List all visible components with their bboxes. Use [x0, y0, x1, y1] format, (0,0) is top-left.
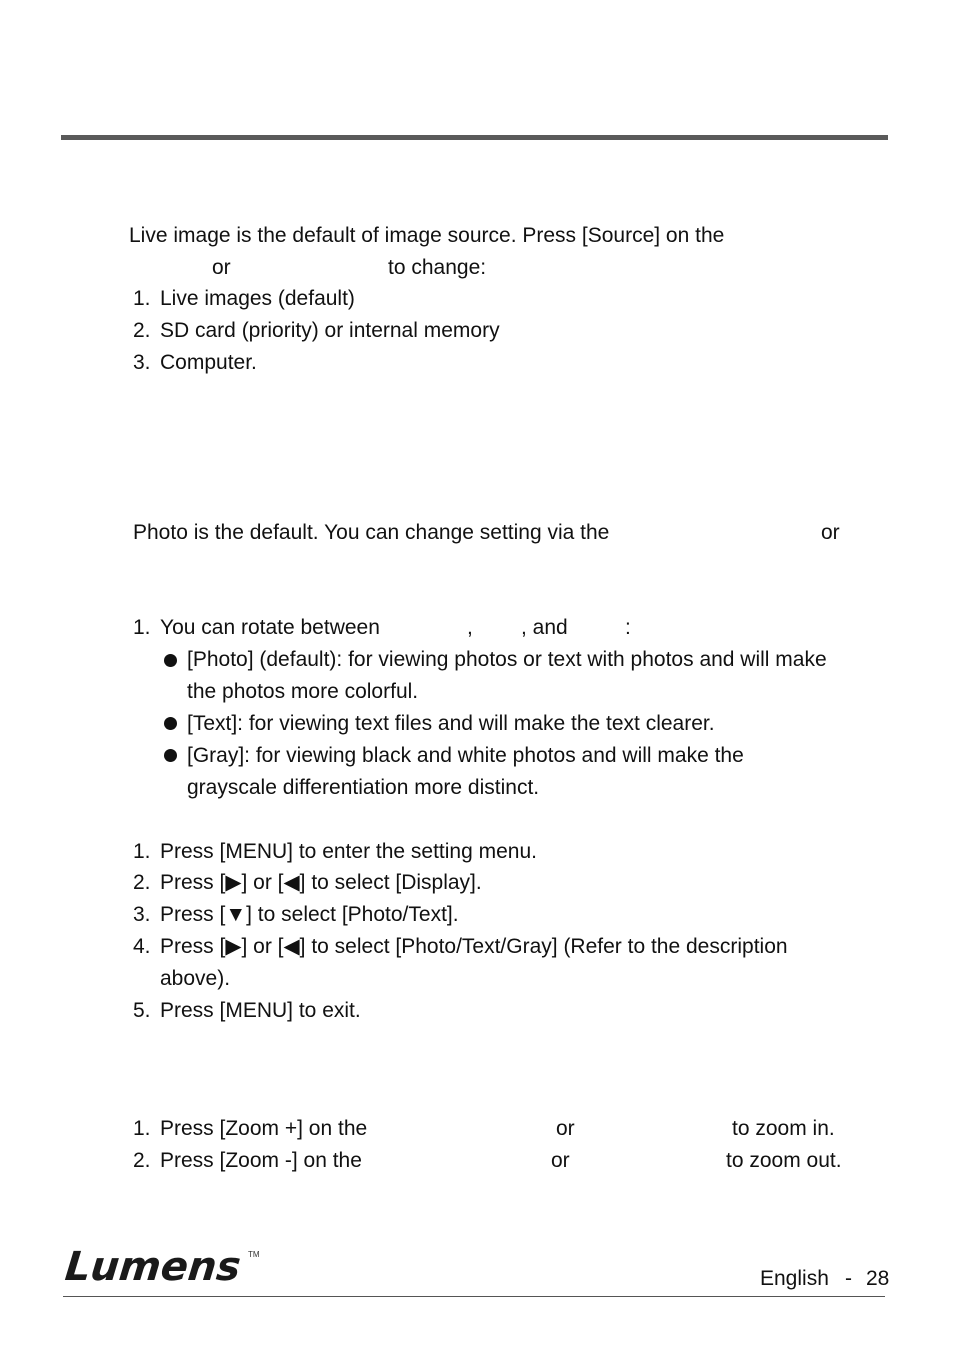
- zoom-in-text: Press [Zoom +] on the: [160, 1117, 368, 1140]
- footer-rule: [63, 1296, 885, 1297]
- list-item-number: 1.: [133, 287, 151, 310]
- source-intro-or: or: [212, 256, 231, 279]
- step-item: Press [MENU] to enter the setting menu.: [160, 840, 537, 863]
- source-intro-line1: Live image is the default of image source. Press [Source] on the: [129, 224, 725, 247]
- zoom-in-number: 1.: [133, 1117, 151, 1140]
- bullet-item: [Gray]: for viewing black and white photos and will make the: [187, 744, 744, 767]
- bullet-item-cont: grayscale differentiation more distinct.: [187, 776, 540, 799]
- zoom-out-or: or: [551, 1149, 570, 1172]
- step-number: 1.: [133, 840, 151, 863]
- bullet-item: [Photo] (default): for viewing photos or text with photos and will make: [187, 648, 827, 671]
- list-item-number: 3.: [133, 351, 151, 374]
- bullet-icon: [164, 717, 177, 730]
- page-separator: -: [845, 1267, 852, 1290]
- source-intro-change: to change:: [388, 256, 487, 279]
- bullet-icon: [164, 749, 177, 762]
- header-rule: [61, 135, 888, 140]
- page-language: English: [760, 1267, 829, 1290]
- display-intro-or: or: [821, 521, 840, 544]
- rotate-colon: :: [625, 616, 631, 639]
- step-item-cont: above).: [160, 967, 231, 990]
- display-intro: Photo is the default. You can change setting via the: [133, 521, 610, 544]
- bullet-item-cont: the photos more colorful.: [187, 680, 419, 703]
- rotate-comma: ,: [467, 616, 473, 639]
- bullet-icon: [164, 654, 177, 667]
- bullet-item: [Text]: for viewing text files and will make the text clearer.: [187, 712, 715, 735]
- list-item: SD card (priority) or internal memory: [160, 319, 500, 342]
- lumens-logo: Lumens: [62, 1244, 243, 1290]
- rotate-and: , and: [521, 616, 568, 639]
- list-item-number: 1.: [133, 616, 151, 639]
- page-number: 28: [866, 1267, 890, 1290]
- step-number: 2.: [133, 871, 151, 894]
- list-item: Computer.: [160, 351, 257, 374]
- list-item: Live images (default): [160, 287, 355, 310]
- step-number: 4.: [133, 935, 151, 958]
- rotate-text: You can rotate between: [160, 616, 380, 639]
- trademark-mark: TM: [248, 1250, 260, 1259]
- step-number: 3.: [133, 903, 151, 926]
- zoom-in-or: or: [556, 1117, 575, 1140]
- step-item: Press [▶] or [◀] to select [Photo/Text/Gray] (Refer to the description: [160, 935, 788, 958]
- list-item-number: 2.: [133, 319, 151, 342]
- zoom-in-end: to zoom in.: [732, 1117, 835, 1140]
- zoom-out-text: Press [Zoom -] on the: [160, 1149, 362, 1172]
- step-item: Press [▶] or [◀] to select [Display].: [160, 871, 482, 894]
- zoom-out-end: to zoom out.: [726, 1149, 842, 1172]
- step-item: Press [▼] to select [Photo/Text].: [160, 903, 459, 926]
- zoom-out-number: 2.: [133, 1149, 151, 1172]
- step-item: Press [MENU] to exit.: [160, 999, 361, 1022]
- step-number: 5.: [133, 999, 151, 1022]
